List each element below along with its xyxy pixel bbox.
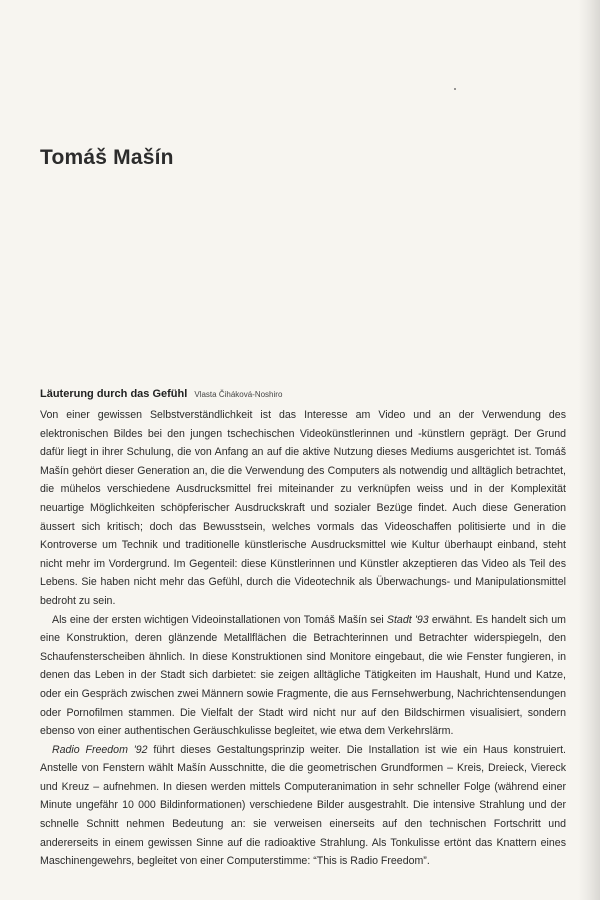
print-speck [454,88,456,90]
page-spine-shadow [578,0,600,900]
essay-paragraph-2-text-b: erwähnt. Es handelt sich um eine Konstruktion, deren glänzende Metallflächen die Betrachterinnen und Betrachter widerspiegeln, den Schaufensterscheiben ähnlich. In diese Konstruktionen sind Monitore eingebaut, die wie Fenster fungieren, in denen das Leben in der Stadt sich darbietet: sie zeigen alltägliche Tätigkeiten im Haushalt, Hund und Katze, oder ein Gespräch zwischen zwei Männern sowie Fragmente, die aus Fernsehwerbung, Nachrichtensendungen oder Pornofilmen stammen. Die Vielfalt der Stadt wird nicht nur auf den Bildschirmen visualisiert, sondern ebenso von einer authentischen Geräuschkulisse begleitet, wie etwa dem Verkehrslärm. [40,613,566,738]
artist-name-heading: Tomáš Mašín [40,146,174,169]
essay-paragraph-2 [40,611,566,741]
essay-heading [40,386,566,403]
essay-title: Läuterung durch das Gefühl [40,388,188,400]
work-title-radio-freedom: Radio Freedom '92 [52,743,148,756]
essay-author: Vlasta Čiháková-Noshiro [194,390,283,399]
essay-paragraph-1: Von einer gewissen Selbstverständlichkeit ist das Interesse am Video und an der Verwendung des elektronischen Bildes bei den jungen tschechischen Videokünstlerinnen und -künstlern geprägt. Der Grund dafür liegt in ihrer Schulung, die von Anfang an auf die aktive Nutzung dieses Mediums ausgerichtet ist. Tomáš Mašín gehört dieser Generation an, die die Verwendung des Computers als notwendig und alltäglich betrachtet, die mühelos verschiedene Ausdrucksmittel frei miteinander zu verknüpfen weiss und in der Komplexität neuartige Möglichkeiten schöpferischer Ausdruckskraft und sozialer Bezüge findet. Auch diese Generation äussert sich kritisch; doch das Bewusstsein, welches vormals das Videoschaffen politisierte und in die Kontroverse um Technik und traditionelle künstlerische Ausdrucksmittel wie Kultur überhaupt einband, steht nicht mehr im Vordergrund. Im Gegenteil: diese Künstlerinnen und Künstler akzeptieren das Video als Teil des Lebens. Sie haben nicht mehr das Gefühl, durch die Videotechnik als Überwachungs- und Manipulationsmittel bedroht zu sein. [40,409,566,607]
essay-paragraph-3 [40,741,566,871]
essay-body [40,386,566,871]
essay-paragraph-3-text: führt dieses Gestaltungsprinzip weiter. Die Installation ist wie ein Haus konstruiert. Anstelle von Fenstern wählt Mašín Ausschnitte, die die geometrischen Grundformen – Kreis, Dreieck, Viereck und Kreuz – aufnehmen. In diesen werden mittels Computeranimation in sehr schneller Folge (während einer Minute ungefähr 10 000 Bildinformationen) verschiedene Bilder ausgestrahlt. Die intensive Strahlung und der schnelle Schnitt nehmen Bedeutung an: sie verweisen einerseits auf den technischen Fortschritt und andererseits in einem gewissen Sinne auf die radioaktive Strahlung. Als Tonkulisse ertönt das Knattern eines Maschinengewehrs, begleitet von einer Computerstimme: “This is Radio Freedom”. [40,743,566,868]
work-title-stadt: Stadt '93 [386,613,429,626]
essay-paragraph-2-text-a: Als eine der ersten wichtigen Videoinstallationen von Tomáš Mašín sei [52,613,387,626]
